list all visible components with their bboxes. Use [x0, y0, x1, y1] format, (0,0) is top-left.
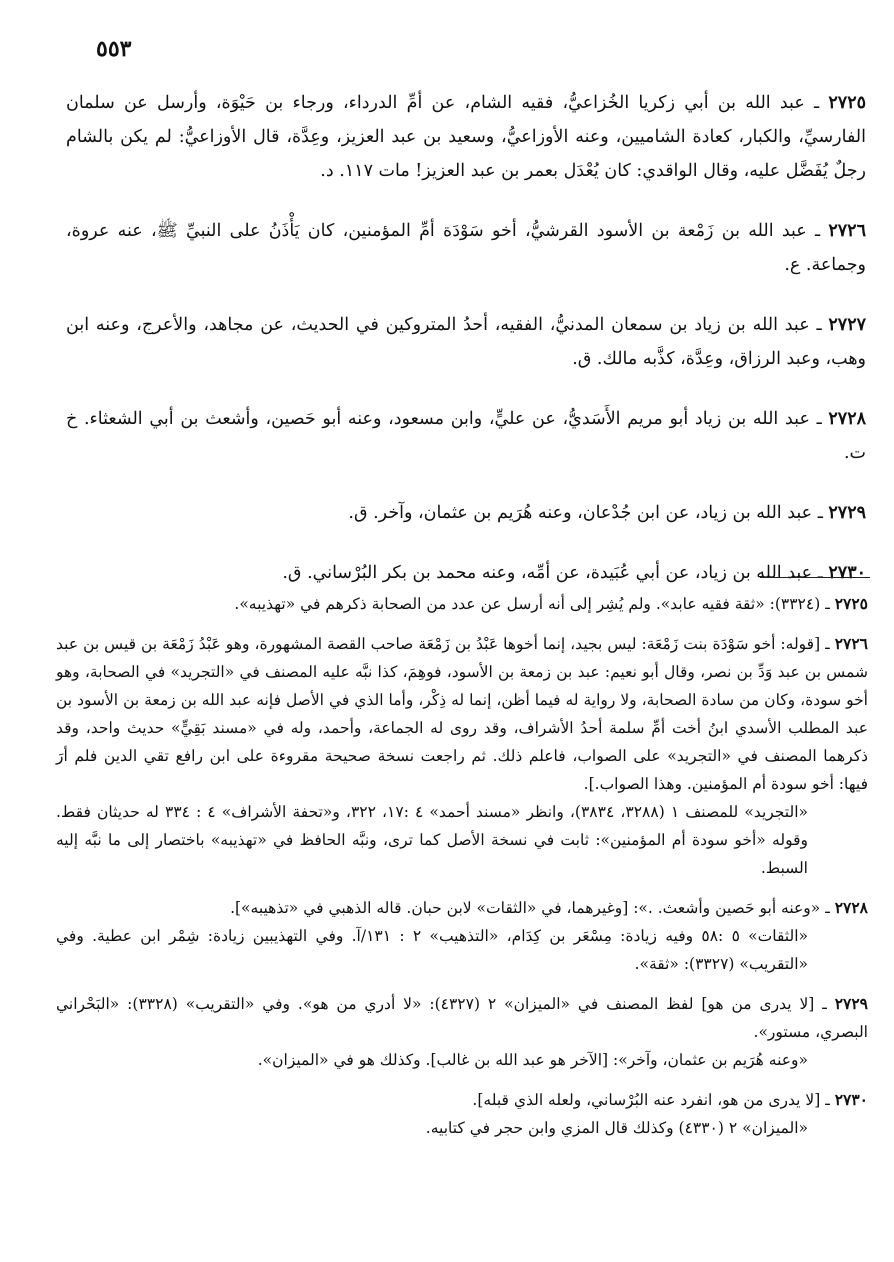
- footnote-number: ٢٧٢٨: [834, 898, 868, 917]
- footnote-number: ٢٧٢٦: [834, 634, 868, 653]
- entry-text: عبد الله بن زياد، عن أبي عُبَيدة، عن أمِّه، وعنه محمد بن بكر البُرْساني. ق.: [282, 563, 813, 583]
- footnote-divider: [760, 577, 870, 578]
- footnote-number: ٢٧٣٠: [834, 1090, 868, 1109]
- footnote-number: ٢٧٢٥: [834, 594, 868, 613]
- footnote-text: [قوله: أخو سَوْدَة بنت زَمْعَة: ليس بجيد، إنما أخوها عَبْدُ بن زَمْعَة صاحب القصة المشهورة، وهو عَبْدُ زَمْعَة بن قيس بن عبد شمس بن عبد وَدِّ بن نصر، وقال أبو نعيم: عبد بن زمعة بن الأسود، فوهِمَ، كذا نبَّه عليه المصنف في «التجريد» في الصحابة، وهو أخو سودة، وكان من سادة الصحابة، ولا رواية له فيما أظن، إنما له ذِكْر، وأما الذي في الأصل فإنه عبد الله بن زمعة بن الأسود بن عبد المطلب الأسدي ابنُ أخت أمِّ سلمة أحدُ الأشراف، وقد روى له الجماعة، وأحمد، وله في «مسند بَقِيٍّ» حديث واحد، وقد ذكرهما المصنف في «التجريد» على الصواب، فاعلم ذلك. ثم راجعت نسخة صحيحة مقروءة على ابن رافع تقي الدين فلم أرَ فيها: أخو سودة أم المؤمنين. وهذا الصواب.].: [56, 635, 868, 793]
- entry-number: ٢٧٢٨: [828, 409, 866, 429]
- footnote: ٢٧٢٩ ـ [لا يدرى من هو] لفظ المصنف في «الميزان» ٢ (٤٣٢٧): «لا أدري من هو». وفي «التقريب» (٣٣٢٨): «البَحْراني البصري، مستور». «وعنه هُرَيم بن عثمان، وآخر»: [الآخر هو عبد الله بن غالب]. وكذلك هو في «الميزان».: [56, 990, 868, 1074]
- entry-number: ٢٧٢٩: [828, 503, 866, 523]
- entry: ٢٧٢٨ ـ عبد الله بن زياد أبو مريم الأَسَديُّ، عن عليٍّ، وابن مسعود، وعنه أبو حَصين، وأشعث بن أبي الشعثاء. خ ت.: [66, 409, 866, 463]
- footnote-text: «وعنه أبو حَصين وأشعث. .»: [وغيرهما، في «الثقات» لابن حبان. قاله الذهبي في «تذهيبه»].: [230, 899, 821, 917]
- entry-number: ٢٧٣٠: [828, 563, 866, 583]
- entry: ٢٧٢٦ ـ عبد الله بن زَمْعة بن الأسود القرشيُّ، أخو سَوْدَة أمِّ المؤمنين، كان يَأْذَنُ على النبيِّ ﷺ، عنه عروة، وجماعة. ع.: [66, 221, 866, 275]
- entry: ٢٧٣٠ ـ عبد الله بن زياد، عن أبي عُبَيدة، عن أمِّه، وعنه محمد بن بكر البُرْساني. ق.: [282, 563, 866, 583]
- page-number: ٥٥٣: [96, 36, 132, 62]
- entry-text: عبد الله بن زياد بن سمعان المدنيُّ، الفقيه، أحدُ المتروكين في الحديث، عن مجاهد، والأعرج، وعنه ابن وهب، وعبد الرزاق، وعِدَّة، كذَّبه مالك. ق.: [66, 315, 866, 369]
- entry-text: عبد الله بن زياد أبو مريم الأَسَديُّ، عن عليٍّ، وابن مسعود، وعنه أبو حَصين، وأشعث بن أبي الشعثاء. خ ت.: [66, 409, 866, 463]
- entry: ٢٧٢٥ ـ عبد الله بن أبي زكريا الخُزاعيُّ، فقيه الشام، عن أمِّ الدرداء، ورجاء بن حَيْوَة، وأرسل عن سلمان الفارسيِّ، والكبار، كعادة الشاميين، وعنه الأوزاعيُّ، وسعيد بن عبد العزيز، وعِدَّة، قال الأوزاعيُّ: لم يكن بالشام رجلٌ يُفَضَّل عليه، وقال الواقدي: كان يُعْدَل بعمر بن عبد العزيز! مات ١١٧. د.: [66, 93, 866, 181]
- footnote-number: ٢٧٢٩: [834, 994, 868, 1013]
- entry-text: عبد الله بن أبي زكريا الخُزاعيُّ، فقيه الشام، عن أمِّ الدرداء، ورجاء بن حَيْوَة، وأرسل عن سلمان الفارسيِّ، والكبار، كعادة الشاميين، وعنه الأوزاعيُّ، وسعيد بن عبد العزيز، وعِدَّة، قال الأوزاعيُّ: لم يكن بالشام رجلٌ يُفَضَّل عليه، وقال الواقدي: كان يُعْدَل بعمر بن عبد العزيز! مات ١١٧. د.: [66, 93, 866, 181]
- entry: ٢٧٢٧ ـ عبد الله بن زياد بن سمعان المدنيُّ، الفقيه، أحدُ المتروكين في الحديث، عن مجاهد، والأعرج، وعنه ابن وهب، وعبد الرزاق، وعِدَّة، كذَّبه مالك. ق.: [66, 315, 866, 369]
- entry-number: ٢٧٢٥: [828, 93, 866, 113]
- footnote: ٢٧٢٨ ـ «وعنه أبو حَصين وأشعث. .»: [وغيرهما، في «الثقات» لابن حبان. قاله الذهبي في «تذهيبه»]. «الثقات» ٥ :٥٨ وفيه زيادة: مِسْعَر بن كِدَام، «التذهيب» ٢ : ١٣١/آ. وفي التهذيبين زيادة: شِمْر ابن عطية. وفي «التقريب» (٣٣٢٧): «ثقة».: [56, 894, 868, 978]
- footnote-subnote: «التجريد» للمصنف ١ (٣٢٨٨، ٣٨٣٤)، وانظر «مسند أحمد» ٤ :١٧، ٣٢٢، و«تحفة الأشراف» ٤ : ٣٣٤ له حديثان فقط. وقوله «أخو سودة أم المؤمنين»: ثابت في نسخة الأصل كما ترى، ونبَّه الحافظ في «تهذيبه» باختصار إلى ما نبَّه إليه السبط.: [56, 803, 808, 877]
- entry-text: عبد الله بن زياد، عن ابن جُدْعان، وعنه هُرَيم بن عثمان، وآخر. ق.: [348, 503, 813, 523]
- entry: ٢٧٢٩ ـ عبد الله بن زياد، عن ابن جُدْعان، وعنه هُرَيم بن عثمان، وآخر. ق.: [348, 503, 866, 523]
- footnote: ٢٧٢٥ ـ (٣٣٢٤): «ثقة فقيه عابد». ولم يُشِر إلى أنه أرسل عن عدد من الصحابة ذكرهم في «تهذيبه».: [234, 594, 868, 613]
- entry-number: ٢٧٢٧: [828, 315, 866, 335]
- footnote: ٢٧٣٠ ـ [لا يدرى من هو، انفرد عنه البُرْساني، ولعله الذي قبله]. «الميزان» ٢ (٤٣٣٠) وكذلك قال المزي وابن حجر في كتابيه.: [56, 1086, 868, 1142]
- entry-text: عبد الله بن زَمْعة بن الأسود القرشيُّ، أخو سَوْدَة أمِّ المؤمنين، كان يَأْذَنُ على النبيِّ ﷺ، عنه عروة، وجماعة. ع.: [66, 221, 866, 275]
- footnote-text: (٣٣٢٤): «ثقة فقيه عابد». ولم يُشِر إلى أنه أرسل عن عدد من الصحابة ذكرهم في «تهذيبه».: [234, 595, 821, 613]
- main-entries: [66, 86, 866, 616]
- footnote-text: [لا يدرى من هو] لفظ المصنف في «الميزان» ٢ (٤٣٢٧): «لا أدري من هو». وفي «التقريب» (٣٣٢٨): «البَحْراني البصري، مستور».: [56, 995, 868, 1041]
- footnote-subnote: «وعنه هُرَيم بن عثمان، وآخر»: [الآخر هو عبد الله بن غالب]. وكذلك هو في «الميزان».: [257, 1051, 808, 1069]
- footnote: ٢٧٢٦ ـ [قوله: أخو سَوْدَة بنت زَمْعَة: ليس بجيد، إنما أخوها عَبْدُ بن زَمْعَة صاحب القصة المشهورة، وهو عَبْدُ زَمْعَة بن قيس بن عبد شمس بن عبد وَدِّ بن نصر، وقال أبو نعيم: عبد بن زمعة بن الأسود، فوهِمَ، كذا نبَّه عليه المصنف في «التجريد» في الصحابة، وهو أخو سودة، وكان من سادة الصحابة، ولا رواية له فيما أظن، إنما له ذِكْر، وأما الذي في الأصل فإنه عبد الله بن زمعة بن الأسود بن عبد المطلب الأسدي ابنُ أخت أمِّ سلمة أحدُ الأشراف، وقد روى له الجماعة، وأحمد، وله في «مسند بَقِيٍّ» حديث واحد، وقد ذكرهما المصنف في «التجريد» على الصواب، فاعلم ذلك. ثم راجعت نسخة صحيحة مقروءة على ابن رافع تقي الدين فلم أرَ فيها: أخو سودة أم المؤمنين. وهذا الصواب.]. «التجريد» للمصنف ١ (٣٢٨٨، ٣٨٣٤)، وانظر «مسند أحمد» ٤ :١٧، ٣٢٢، و«تحفة الأشراف» ٤ : ٣٣٤ له حديثان فقط. وقوله «أخو سودة أم المؤمنين»: ثابت في نسخة الأصل كما ترى، ونبَّه الحافظ في «تهذيبه» باختصار إلى ما نبَّه إليه السبط.: [56, 630, 868, 882]
- footnote-text: [لا يدرى من هو، انفرد عنه البُرْساني، ولعله الذي قبله].: [472, 1091, 821, 1109]
- footnotes: [56, 590, 868, 1154]
- footnote-subnote: «الثقات» ٥ :٥٨ وفيه زيادة: مِسْعَر بن كِدَام، «التذهيب» ٢ : ١٣١/آ. وفي التهذيبين زيادة: شِمْر ابن عطية. وفي «التقريب» (٣٣٢٧): «ثقة».: [56, 927, 809, 973]
- entry-number: ٢٧٢٦: [828, 221, 866, 241]
- footnote-subnote: «الميزان» ٢ (٤٣٣٠) وكذلك قال المزي وابن حجر في كتابيه.: [425, 1119, 808, 1137]
